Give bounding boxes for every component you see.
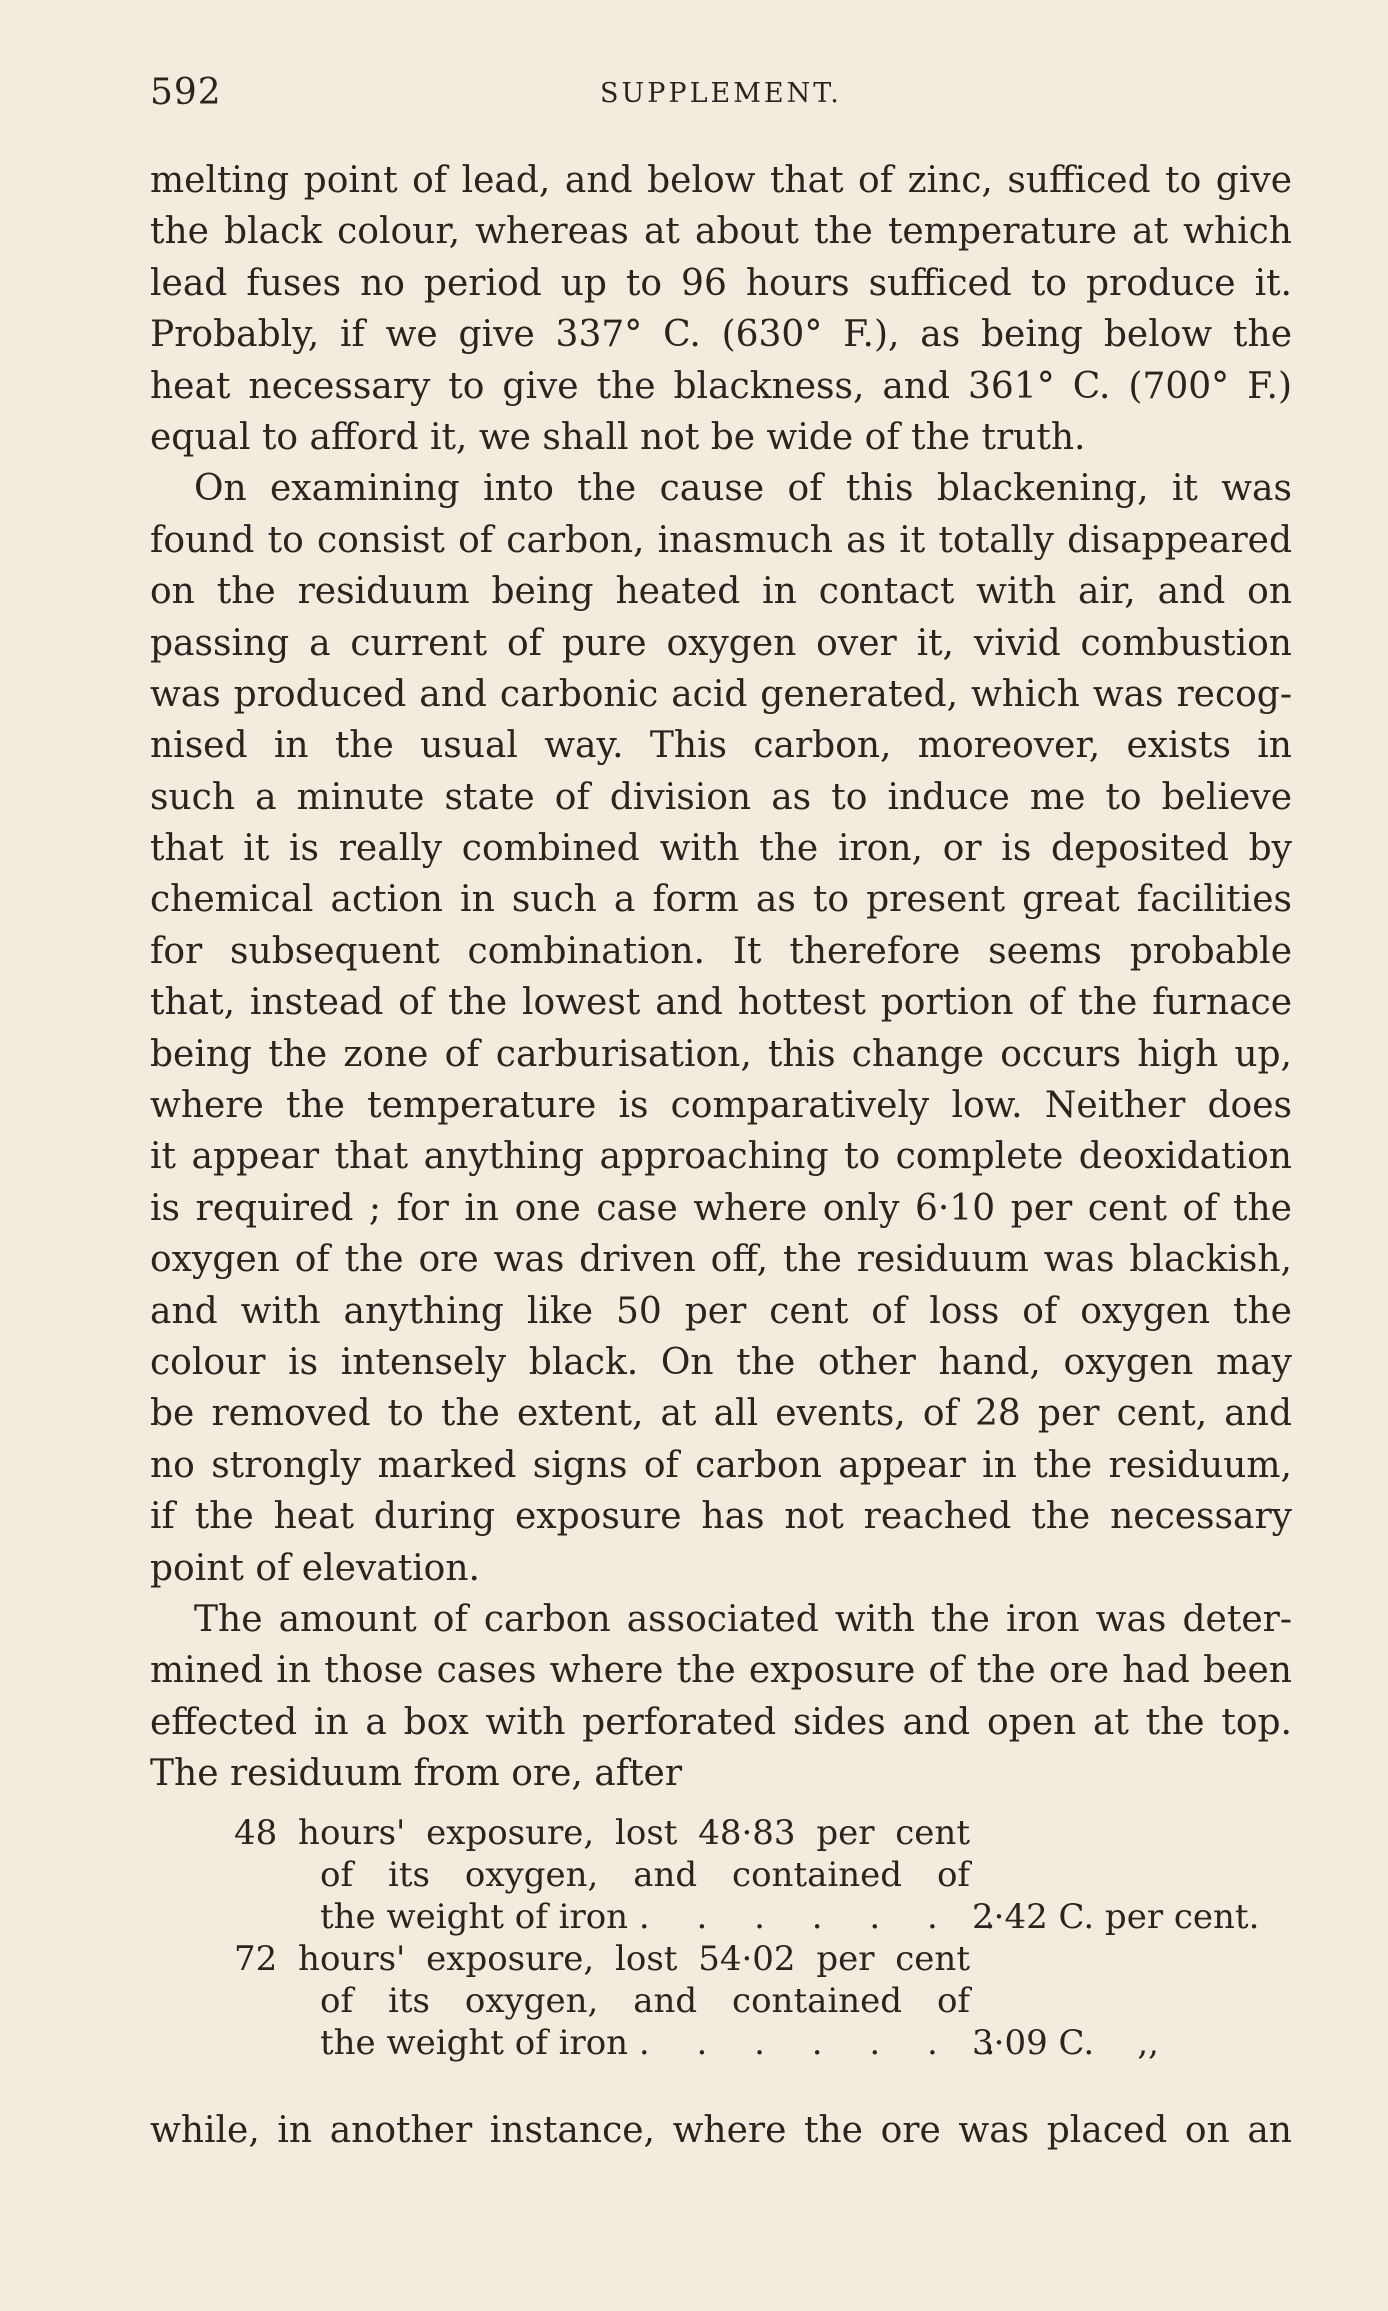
text-line: The residuum from ore, after [150,1753,683,1795]
table-row-label: the weight of iron [320,2023,629,2063]
carbon-results-table [150,1812,1292,2064]
text-line: oxygen of the ore was driven off, the residuum was blackish, [150,1239,1292,1281]
leader-dots: . . . . . . . [638,1897,1014,1937]
text-line: for subsequent combination. It therefore seems probable [150,930,1292,972]
text-line: while, in another instance, where the ore was placed on an [150,2110,1292,2151]
page-header [150,72,1290,122]
text-line: no strongly marked signs of carbon appear in the residuum, [150,1444,1292,1486]
table-row-text: 72 hours' exposure, lost 54·02 per cent [234,1939,970,1979]
table-row-text: of its oxygen, and contained of [320,1855,970,1895]
text-line: heat necessary to give the blackness, and 361° C. (700° F.) [150,365,1292,407]
text-line: The amount of carbon associated with the iron was deter- [194,1598,1292,1640]
text-line: that it is really combined with the iron, or is deposited by [150,828,1292,870]
table-row-value: 3·09 C. ,, [972,2023,1159,2063]
body-text [150,155,1292,1800]
table-row-text [320,2022,1014,2064]
text-line: colour is intensely black. On the other hand, oxygen may [150,1341,1292,1383]
text-line: is required ; for in one case where only 6·10 per cent of the [150,1187,1292,1229]
text-line: chemical action in such a form as to present great facilities [150,879,1292,921]
table-row-value: 2·42 C. per cent. [972,1897,1260,1937]
text-line: it appear that anything approaching to complete deoxidation [150,1136,1292,1178]
table-row-text [320,1896,1014,1938]
closing-text [150,2105,1292,2156]
text-line: On examining into the cause of this blackening, it was [194,468,1292,510]
table-row-text: 48 hours' exposure, lost 48·83 per cent [234,1813,970,1853]
text-line: if the heat during exposure has not reached the necessary [150,1496,1292,1538]
text-line: melting point of lead, and below that of zinc, sufficed to give [150,160,1292,201]
text-line: point of elevation. [150,1547,480,1589]
table-row-text: of its oxygen, and contained of [320,1981,970,2021]
text-line: such a minute state of division as to induce me to believe [150,776,1292,818]
text-line: on the residuum being heated in contact with air, and on [150,571,1292,613]
text-line: where the temperature is comparatively low. Neither does [150,1085,1292,1127]
text-line: was produced and carbonic acid generated, which was recog- [150,673,1292,715]
text-line: and with anything like 50 per cent of loss of oxygen the [150,1290,1292,1332]
text-line: nised in the usual way. This carbon, moreover, exists in [150,725,1292,767]
text-line: equal to afford it, we shall not be wide of the truth. [150,416,1086,458]
running-title: SUPPLEMENT. [600,78,842,109]
table-row [150,2022,1292,2064]
table-row-label: the weight of iron [320,1897,629,1937]
page-number: 592 [150,72,222,113]
text-line: that, instead of the lowest and hottest portion of the furnace [150,982,1292,1024]
table-row [150,1938,1292,1980]
leader-dots: . . . . . . . [638,2023,1014,2063]
text-line: be removed to the extent, at all events, of 28 per cent, and [150,1393,1292,1435]
text-line: the black colour, whereas at about the temperature at which [150,211,1292,253]
text-line: being the zone of carburisation, this change occurs high up, [150,1033,1292,1075]
text-line: effected in a box with perforated sides and open at the top. [150,1701,1292,1743]
text-line: found to consist of carbon, inasmuch as it totally disappeared [150,519,1292,561]
table-row [150,1812,1292,1854]
text-line: passing a current of pure oxygen over it, vivid combustion [150,622,1292,664]
text-line: mined in those cases where the exposure of the ore had been [150,1650,1292,1692]
table-row [150,1896,1292,1938]
table-row [150,1980,1292,2022]
text-line: lead fuses no period up to 96 hours sufficed to produce it. [150,262,1292,304]
table-row [150,1854,1292,1896]
text-line: Probably, if we give 337° C. (630° F.), as being below the [150,314,1292,356]
